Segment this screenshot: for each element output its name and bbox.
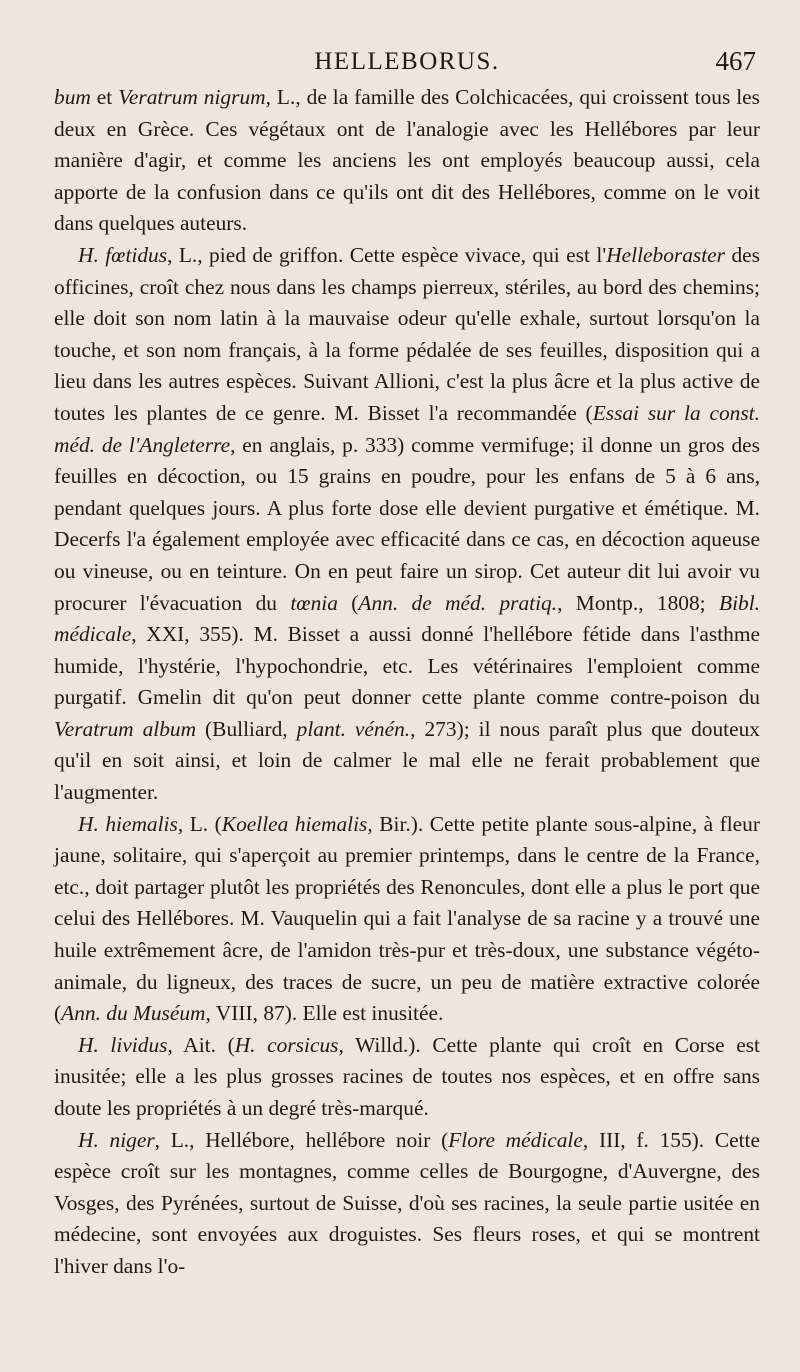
text-run-foetidus-7: ( (337, 590, 359, 615)
italic-run-lividus-2: H. corsicus (234, 1032, 339, 1057)
body-text (54, 82, 760, 1283)
text-run-hiemalis-5: , VIII, 87). Elle est inusitée. (205, 1001, 444, 1026)
italic-run-foetidus-14: plant. vénén. (296, 716, 411, 741)
text-run-foetidus-5: , en anglais, p. 333) comme vermifuge; il donne un gros des feuilles en décoction, ou 15 grains en poudre, pour les enfans de 5 à 6 ans, pendant quelques jours. A plus forte dose elle devient purgative et émétique. M. Decerfs l'a également employée avec efficacité dans ce cas, en décoction aqueuse ou vineuse, ou en teinture. On en peut faire un sirop. Cet auteur dit lui avoir vu procurer l'évacuation du (54, 432, 760, 615)
paragraph-intro (54, 82, 760, 240)
italic-run-niger-0: H. niger (78, 1127, 155, 1152)
paragraph-lividus (54, 1030, 760, 1125)
running-title: HELLEBORUS. (314, 48, 500, 75)
text-run-intro-3: , L., de la famille des Colchicacées, qui croissent tous les deux en Grèce. Ces végétaux ont de l'analogie avec les Hellébores par leur manière d'agir, et comme les anciens les ont employés beaucoup aussi, cela apporte de la confusion dans ce qu'ils ont dit des Hellébores, comme on le voit dans quelques auteurs. (54, 85, 760, 236)
italic-run-intro-0: bum (54, 85, 91, 109)
text-run-niger-1: , L., Hellébore, hellébore noir ( (154, 1127, 449, 1152)
paragraph-foetidus (54, 240, 760, 809)
text-run-intro-1: et (90, 85, 119, 109)
italic-run-hiemalis-2: Koellea hiemalis (221, 811, 368, 836)
text-run-foetidus-13: (Bulliard, (196, 716, 297, 741)
italic-run-lividus-0: H. lividus (78, 1032, 168, 1057)
italic-run-foetidus-2: Helleboraster (606, 242, 726, 267)
text-run-foetidus-15: , 273); il nous paraît plus que douteux qu'il en soit ainsi, et loin de calmer le mal elle ne ferait probablement que l'augmenter. (54, 716, 760, 805)
text-run-foetidus-3: des officines, croît chez nous dans les champs pierreux, stériles, au bord des chemins; elle doit son nom latin à la mauvaise odeur qu'elle exhale, surtout lorsqu'on la touche, et son nom français, à la forme pédalée de ses feuilles, disposition qui a lieu dans les autres espèces. Suivant Allioni, c'est la plus âcre et la plus active de toutes les plantes de ce genre. M. Bisset l'a recommandée ( (54, 242, 760, 425)
text-run-foetidus-11: , XXI, 355). M. Bisset a aussi donné l'hellébore fétide dans l'asthme humide, l'hystérie, l'hypochondrie, etc. Les vétérinaires l'emploient comme purgatif. Gmelin dit qu'on peut donner cette plante comme contre-poison du (54, 622, 760, 710)
page-number: 467 (715, 46, 756, 76)
italic-run-foetidus-12: Veratrum album (54, 716, 197, 741)
italic-run-foetidus-4: Essai sur la const. méd. de l'Angleterre (54, 400, 760, 457)
text-run-hiemalis-1: , L. ( (177, 811, 222, 836)
text-run-hiemalis-3: , Bir.). Cette petite plante sous-alpine, à fleur jaune, solitaire, qui s'aperçoit au premier printemps, dans le centre de la France, etc., doit partager plutôt les propriétés des Renoncules, dont elle a plus le port que celui des Hellébores. M. Vauquelin qui a fait l'analyse de sa racine y a trouvé une huile extrêmement âcre, de l'amidon très-pur et très-doux, une substance végéto-animale, du ligneux, des traces de sucre, un peu de matière extractive colorée ( (54, 811, 760, 1026)
text-run-niger-3: , III, f. 155). Cette espèce croît sur les montagnes, comme celles de Bourgogne, d'Auvergne, des Vosges, des Pyrénées, surtout de Suisse, d'où ses racines, la seule partie usitée en médecine, sont envoyées aux droguistes. Ses fleurs roses, et qui se montrent l'hiver dans l'o- (54, 1127, 760, 1278)
italic-run-intro-2: Veratrum nigrum (118, 85, 266, 109)
italic-run-foetidus-10: Bibl. médicale (54, 590, 760, 647)
italic-run-foetidus-0: H. fœtidus (78, 242, 168, 267)
text-run-foetidus-1: , L., pied de griffon. Cette espèce vivace, qui est l' (167, 242, 607, 267)
paragraph-hiemalis (54, 809, 760, 1030)
text-run-foetidus-9: , Montp., 1808; (557, 590, 719, 615)
text-run-lividus-1: , Ait. ( (167, 1032, 235, 1057)
italic-run-foetidus-6: tœnia (290, 590, 338, 615)
paragraph-niger (54, 1125, 760, 1283)
italic-run-foetidus-8: Ann. de méd. pratiq. (358, 590, 558, 615)
text-run-lividus-3: , Willd.). Cette plante qui croît en Corse est inusitée; elle a les plus grosses racines de toutes nos espèces, et en offre sans doute les propriétés à un degré très-marqué. (54, 1032, 760, 1120)
italic-run-niger-2: Flore médicale (448, 1127, 583, 1152)
page-header (54, 0, 760, 82)
italic-run-hiemalis-0: H. hiemalis (78, 811, 178, 836)
italic-run-hiemalis-4: Ann. du Muséum (61, 1001, 206, 1026)
